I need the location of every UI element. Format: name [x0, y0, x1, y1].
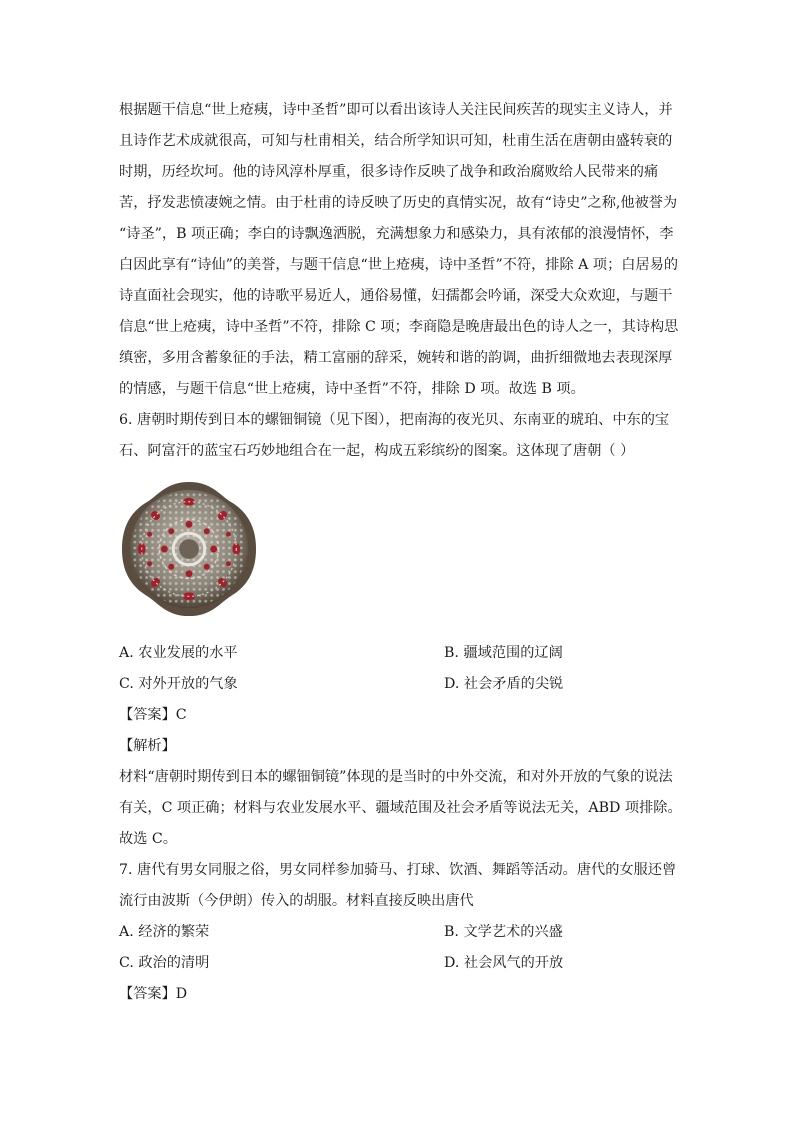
- text-line: 苦，抒发悲愤凄婉之情。由于杜甫的诗反映了历史的真情实况，故有“诗史”之称,他被誉为: [119, 195, 678, 211]
- answer-q6: 【答案】C: [119, 707, 187, 723]
- option-b[interactable]: B. 疆域范围的辽阔: [444, 645, 563, 661]
- option-b[interactable]: B. 文学艺术的兴盛: [444, 924, 563, 940]
- text-line: 时期，历经坎坷。他的诗风淳朴厚重，很多诗作反映了战争和政治腐败给人民带来的痛: [119, 164, 659, 180]
- option-c[interactable]: C. 政治的清明: [119, 955, 210, 971]
- bronze-mirror-figure: [120, 480, 258, 618]
- text-line: 白因此享有“诗仙”的美誉，与题干信息“世上疮痍，诗中圣哲”不符，排除 A 项；白居易的: [119, 257, 679, 273]
- option-d[interactable]: D. 社会矛盾的尖锐: [444, 676, 564, 692]
- text-line: “诗圣”，B 项正确；李白的诗飘逸洒脱，充满想象力和感染力，具有浓郁的浪漫情怀，李: [119, 226, 674, 242]
- analysis-line: 材料“唐朝时期传到日本的螺钿铜镜”体现的是当时的中外交流，和对外开放的气象的说法: [119, 769, 673, 785]
- question-stem-line: 石、阿富汗的蓝宝石巧妙地组合在一起，构成五彩缤纷的图案。这体现了唐朝（ ）: [119, 443, 635, 459]
- question-stem-line: 6. 唐朝时期传到日本的螺钿铜镜（见下图），把南海的夜光贝、东南亚的琥珀、中东的宝: [119, 412, 670, 428]
- text-line: 根据题干信息“世上疮痍，诗中圣哲”即可以看出该诗人关注民间疾苦的现实主义诗人，并: [119, 102, 673, 118]
- text-line: 信息“世上疮痍，诗中圣哲”不符，排除 C 项；李商隐是晚唐最出色的诗人之一，其诗构思: [119, 319, 679, 335]
- text-line: 的情感，与题干信息“世上疮痍，诗中圣哲”不符，排除 D 项。故选 B 项。: [119, 381, 585, 397]
- text-line: 缜密，多用含蓄象征的手法，精工富丽的辞采，婉转和谐的韵调，曲折细微地去表现深厚: [119, 350, 673, 366]
- answer-q7: 【答案】D: [119, 986, 188, 1002]
- text-line: 且诗作艺术成就很高，可知与杜甫相关，结合所学知识可知，杜甫生活在唐朝由盛转衰的: [119, 133, 673, 149]
- option-d[interactable]: D. 社会风气的开放: [444, 955, 564, 971]
- question-stem-line: 7. 唐代有男女同服之俗，男女同样参加骑马、打球、饮酒、舞蹈等活动。唐代的女服还曾: [119, 862, 677, 878]
- option-a[interactable]: A. 经济的繁荣: [119, 924, 210, 940]
- analysis-line: 有关，C 项正确；材料与农业发展水平、疆域范围及社会矛盾等说法无关，ABD 项排除。: [119, 800, 682, 816]
- text-line: 诗直面社会现实，他的诗歌平易近人，通俗易懂，妇孺都会吟诵，深受大众欢迎，与题干: [119, 288, 673, 304]
- analysis-label-q6: 【解析】: [119, 738, 176, 754]
- analysis-line: 故选 C。: [119, 831, 177, 847]
- option-a[interactable]: A. 农业发展的水平: [119, 645, 238, 661]
- option-c[interactable]: C. 对外开放的气象: [119, 676, 238, 692]
- question-stem-line: 流行由波斯（今伊朗）传入的胡服。材料直接反映出唐代: [119, 893, 474, 909]
